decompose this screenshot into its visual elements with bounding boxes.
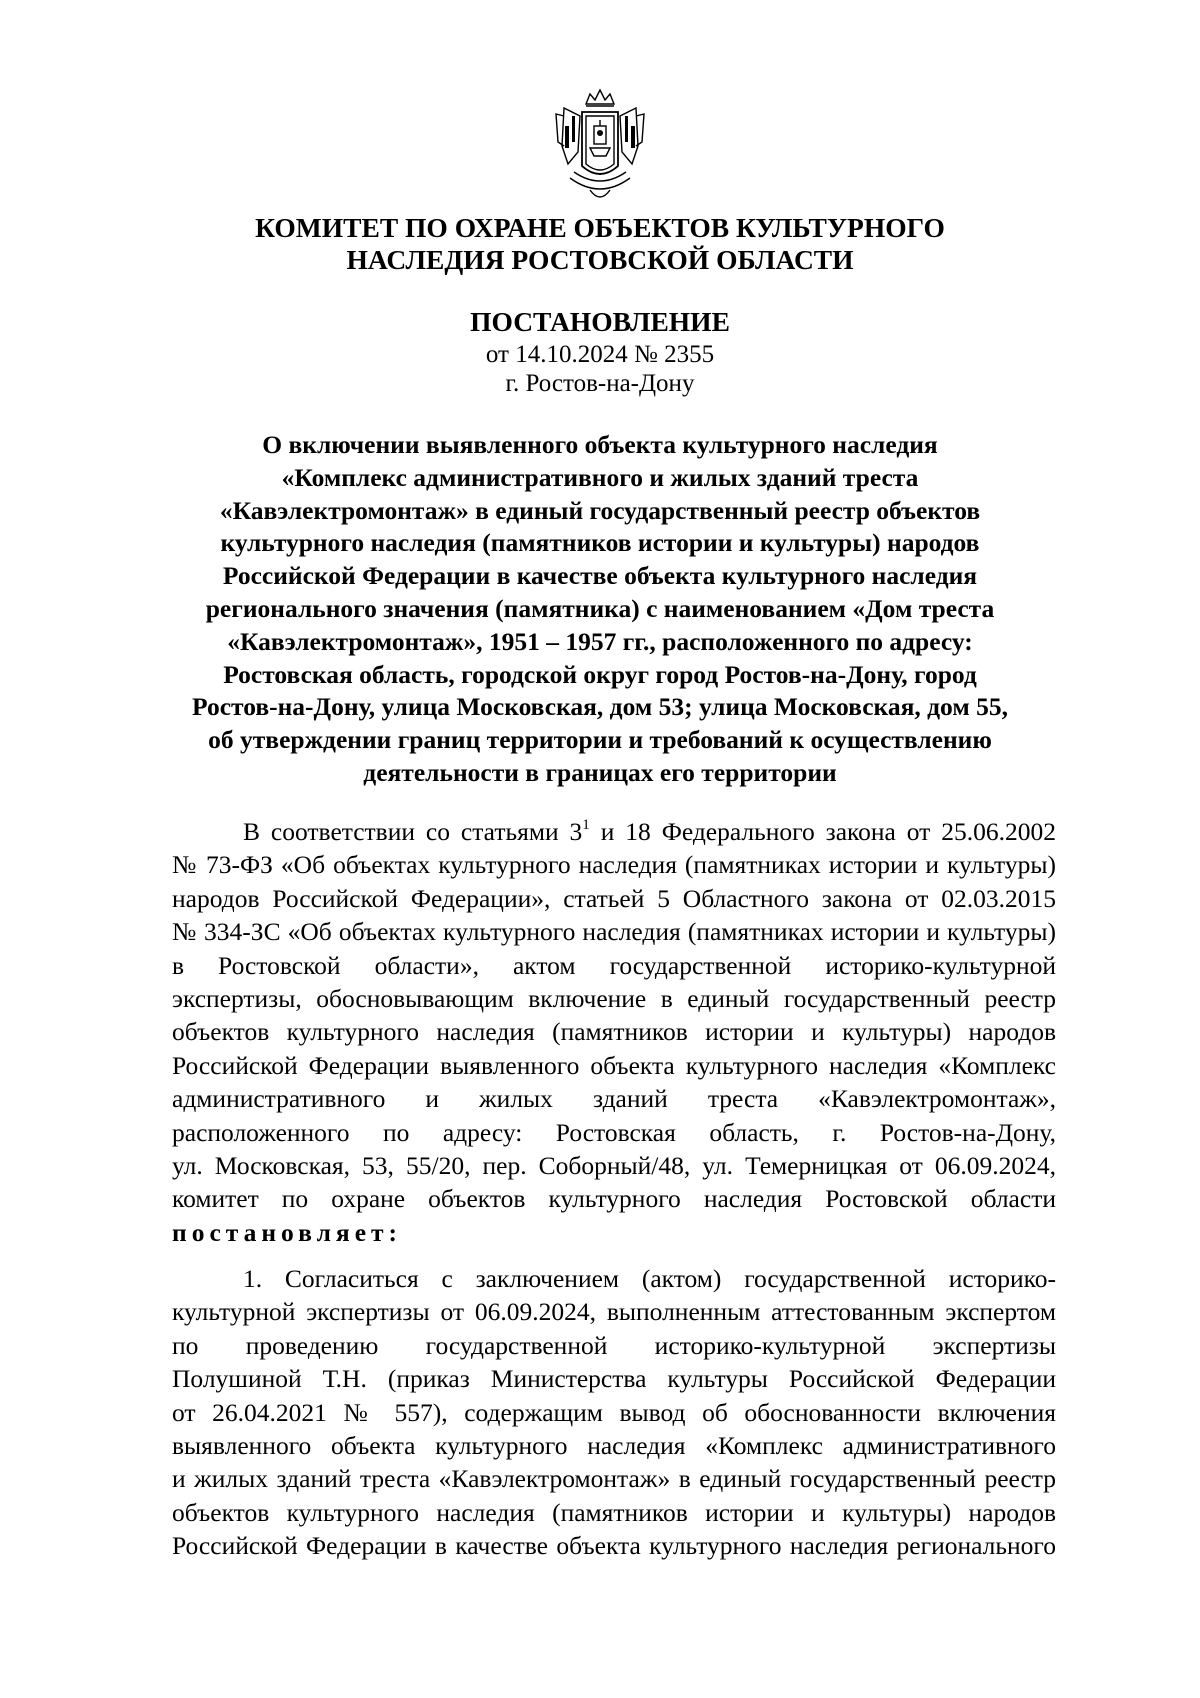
document-subject (140, 429, 1060, 790)
preamble-line: административного и жилых зданий треста «Кавэлектромонтаж», (172, 1084, 1056, 1114)
org-name-line-2: НАСЛЕДИЯ РОСТОВСКОЙ ОБЛАСТИ (346, 244, 854, 275)
preamble-line: комитет по охране объектов культурного наследия Ростовской области (172, 1184, 1056, 1214)
preamble-line-1-end: и 18 Федерального закона от 25.06.2002 (589, 817, 1056, 846)
rostov-oblast-coat-of-arms-icon (550, 86, 650, 210)
item-1-line: Полушиной Т.Н. (приказ Министерства культуры Российской Федерации (172, 1364, 1056, 1394)
preamble-line: ул. Московская, 53, 55/20, пер. Соборный/48, ул. Темерницкая от 06.09.2024, (172, 1150, 1056, 1180)
preamble-line: Российской Федерации выявленного объекта культурного наследия «Комплекс (172, 1050, 1056, 1080)
preamble-line: в Ростовской области», актом государственной историко-культурной (172, 950, 1056, 980)
subject-line: Российской Федерации в качестве объекта культурного наследия (222, 561, 978, 591)
document-type: ПОСТАНОВЛЕНИЕ (470, 306, 730, 337)
preamble-line: расположенного по адресу: Ростовская область, г. Ростов-на-Дону, (172, 1117, 1056, 1147)
subject-line: деятельности в границах его территории (363, 757, 837, 787)
subject-line: об утверждении границ территории и требований к осуществлению (208, 725, 992, 755)
document-meta (180, 340, 1020, 398)
org-name-line-1: КОМИТЕТ ПО ОХРАНЕ ОБЪЕКТОВ КУЛЬТУРНОГО (255, 212, 945, 243)
item-1-line: по проведению государственной историко-культурной экспертизы (172, 1330, 1056, 1360)
preamble-paragraph (172, 815, 1056, 1249)
article-superscript: 1 (582, 816, 590, 833)
subject-line: Ростов-на-Дону, улица Московская, дом 53; улица Московская, дом 55, (192, 692, 1008, 722)
item-1-line: культурной экспертизы от 06.09.2024, выполненным аттестованным экспертом (172, 1297, 1056, 1327)
preamble-line: объектов культурного наследия (памятников истории и культуры) народов (172, 1017, 1056, 1047)
item-1-line: и жилых зданий треста «Кавэлектромонтаж» в единый государственный реестр (172, 1464, 1056, 1494)
subject-line: регионального значения (памятника) с наименованием «Дом треста (205, 593, 995, 623)
subject-line: «Кавэлектромонтаж» в единый государственный реестр объектов (219, 495, 981, 525)
organization-name (180, 212, 1020, 276)
preamble-line-1-start: В соответствии со статьями 3 (243, 817, 583, 846)
preamble-line: экспертизы, обосновывающим включение в единый государственный реестр (172, 983, 1056, 1013)
item-1-line: от 26.04.2021 № 557), содержащим вывод об обоснованности включения (172, 1397, 1056, 1427)
preamble-line: № 73-ФЗ «Об объектах культурного наследия (памятниках истории и культуры) (172, 850, 1056, 880)
subject-line: культурного наследия (памятников истории и культуры) народов (220, 528, 980, 558)
preamble-line: народов Российской Федерации», статьей 5 Областного закона от 02.03.2015 (172, 883, 1056, 913)
item-1-line: объектов культурного наследия (памятников истории и культуры) народов (172, 1497, 1056, 1527)
preamble-line: № 334-ЗС «Об объектах культурного наследия (памятниках истории и культуры) (172, 917, 1056, 947)
subject-line: «Кавэлектромонтаж», 1951 – 1957 гг., расположенного по адресу: (227, 626, 973, 656)
subject-line: Ростовская область, городской округ город Ростов-на-Дону, город (223, 659, 977, 689)
item-1-line: 1. Согласиться с заключением (актом) государственной историко- (243, 1264, 1056, 1293)
item-1-paragraph (172, 1262, 1056, 1563)
document-date-number: от 14.10.2024 № 2355 (485, 341, 715, 368)
document-place: г. Ростов-на-Дону (505, 370, 695, 397)
subject-line: О включении выявленного объекта культурного наследия (262, 430, 938, 459)
item-1-line: выявленного объекта культурного наследия «Комплекс административного (172, 1430, 1056, 1460)
item-1-line: Российской Федерации в качестве объекта культурного наследия регионального (172, 1531, 1056, 1561)
resolves-word: постановляет: (172, 1217, 403, 1247)
subject-line: «Комплекс административного и жилых зданий треста (281, 462, 919, 492)
preamble-line-1 (172, 815, 1056, 848)
